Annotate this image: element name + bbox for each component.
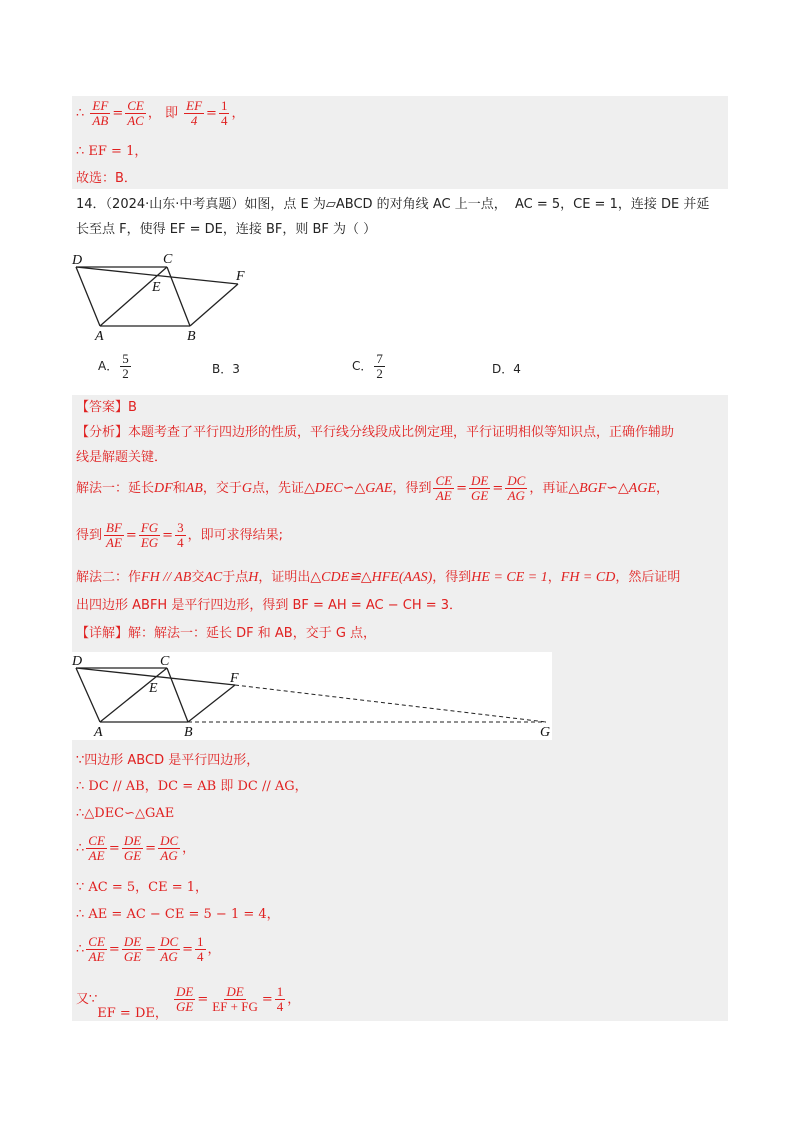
fraction: $\frac{EF}{AB}$ <box>92 98 109 128</box>
point-label: E <box>152 280 161 295</box>
solution-line-2: ∴ DC // AB，DC = AB 即 DC // AG， <box>76 779 308 794</box>
method1-line-1: 解法一：延长DF和AB，交于G点，先证△DEC∽△GAE，得到 $\frac{CE}{AE}$ = $\frac{DE}{GE}$ = $\frac{DC}{AG}$ ，再证△BGF∽△AGE， <box>76 473 670 503</box>
fraction: $\frac{EF}{4}$ <box>186 98 203 128</box>
fraction: $\frac{BF}{AE}$ <box>106 520 122 550</box>
analysis-line-1: 【分析】本题考查了平行四边形的性质，平行线分线段成比例定理，平行证明相似等知识点，正确作辅助 <box>76 425 675 440</box>
point-label: D <box>72 654 83 669</box>
point-label: A <box>95 329 104 342</box>
solution-line-5: ∵ AC = 5，CE = 1， <box>76 880 209 895</box>
fraction: $\frac{DC}{AG}$ <box>160 934 179 964</box>
point-label: B <box>187 329 196 342</box>
solution-line-3: ∴△DEC∽△GAE <box>76 806 175 821</box>
fraction: $\frac{1}{4}$ <box>276 984 284 1014</box>
fraction: $\frac{DE}{EF + FG}$ <box>212 984 258 1014</box>
top-line-2: ∴ EF = 1， <box>76 144 148 159</box>
parallelogram-figure-2 <box>70 652 552 740</box>
segment-da <box>76 267 100 326</box>
point-label: D <box>72 253 83 268</box>
question-line-2: 长至点 F，使得 EF = DE，连接 BF，则 BF 为（ ） <box>76 222 377 237</box>
analysis-line-2: 线是解题关键． <box>76 450 168 465</box>
question-line-1: 14．（2024·山东·中考真题）如图，点 E 为▱ABCD 的对角线 AC 上一点， AC = 5，CE = 1，连接 DE 并延 <box>76 197 710 212</box>
point-label: C <box>163 252 173 267</box>
point-label: A <box>94 725 103 740</box>
top-line-1: ∴ $\frac{EF}{AB}$ = $\frac{CE}{AC}$ ， 即 $\frac{EF}{4}$ = $\frac{1}{4}$ ， <box>76 98 245 128</box>
method1-line-2: 得到 $\frac{BF}{AE}$ = $\frac{FG}{EG}$ = $\frac{3}{4}$ ，即可求得结果; <box>76 520 283 550</box>
segment-bf <box>190 284 238 326</box>
solution-line-6: ∴ AE = AC − CE = 5 − 1 = 4， <box>76 907 280 922</box>
solution-line-7: ∴ $\frac{CE}{AE}$ = $\frac{DE}{GE}$ = $\frac{DC}{AG}$ = $\frac{1}{4}$ ， <box>76 934 221 964</box>
top-line-3: 故选：B． <box>76 171 137 186</box>
point-label: C <box>160 654 170 669</box>
solution-line-8: 又∵EF = DE， $\frac{DE}{GE}$ = $\frac{DE}{EF + FG}$ = $\frac{1}{4}$ ， <box>76 984 301 1021</box>
fraction: $\frac{DE}{GE}$ <box>123 934 142 964</box>
point-label: F <box>230 671 239 686</box>
fraction: $\frac{CE}{AE}$ <box>435 473 453 503</box>
fraction: $\frac{DE}{GE}$ <box>471 473 489 503</box>
option-c[interactable]: C． $\frac{7}{2}$ <box>352 351 383 381</box>
solution-line-4: ∴ $\frac{CE}{AE}$ = $\frac{DE}{GE}$ = $\frac{DC}{AG}$ ， <box>76 833 196 863</box>
method2-line-1: 解法二：作FH // AB交AC于点H，证明出△CDE≌△HFE(AAS)，得到HE = CE = 1，FH = CD，然后证明 <box>76 570 681 585</box>
solution-line-1: ∵四边形 ABCD 是平行四边形， <box>76 753 260 768</box>
point-label: B <box>184 725 193 740</box>
fraction: $\frac{1}{4}$ <box>197 934 204 964</box>
fraction: $\frac{5}{2}$ <box>122 351 129 381</box>
fraction: $\frac{3}{4}$ <box>177 520 184 550</box>
point-label: E <box>149 681 158 696</box>
fraction: $\frac{7}{2}$ <box>376 351 383 381</box>
fraction: $\frac{DC}{AG}$ <box>160 833 179 863</box>
dashed-fg <box>235 685 546 722</box>
method2-line-2: 出四边形 ABFH 是平行四边形，得到 BF = AH = AC − CH = 3． <box>76 598 463 613</box>
point-label: F <box>236 269 245 284</box>
fraction: $\frac{DE}{GE}$ <box>176 984 194 1014</box>
fraction: $\frac{CE}{AE}$ <box>88 934 105 964</box>
point-label: G <box>540 725 551 740</box>
option-a[interactable]: A． $\frac{5}{2}$ <box>98 351 129 381</box>
detail-line: 【详解】解：解法一：延长 DF 和 AB，交于 G 点， <box>76 626 377 641</box>
fraction: $\frac{FG}{EG}$ <box>140 520 159 550</box>
fraction: $\frac{CE}{AE}$ <box>88 833 105 863</box>
option-b[interactable]: B．3 <box>212 362 240 376</box>
answer-line: 【答案】B <box>76 400 137 415</box>
fraction: $\frac{DC}{AG}$ <box>507 473 526 503</box>
option-d[interactable]: D．4 <box>492 362 521 376</box>
segment-cb <box>167 267 190 326</box>
parallelogram-figure-1 <box>70 250 260 342</box>
fraction: $\frac{DE}{GE}$ <box>123 833 142 863</box>
fraction: $\frac{1}{4}$ <box>220 98 228 128</box>
fraction: $\frac{CE}{AC}$ <box>127 98 144 128</box>
